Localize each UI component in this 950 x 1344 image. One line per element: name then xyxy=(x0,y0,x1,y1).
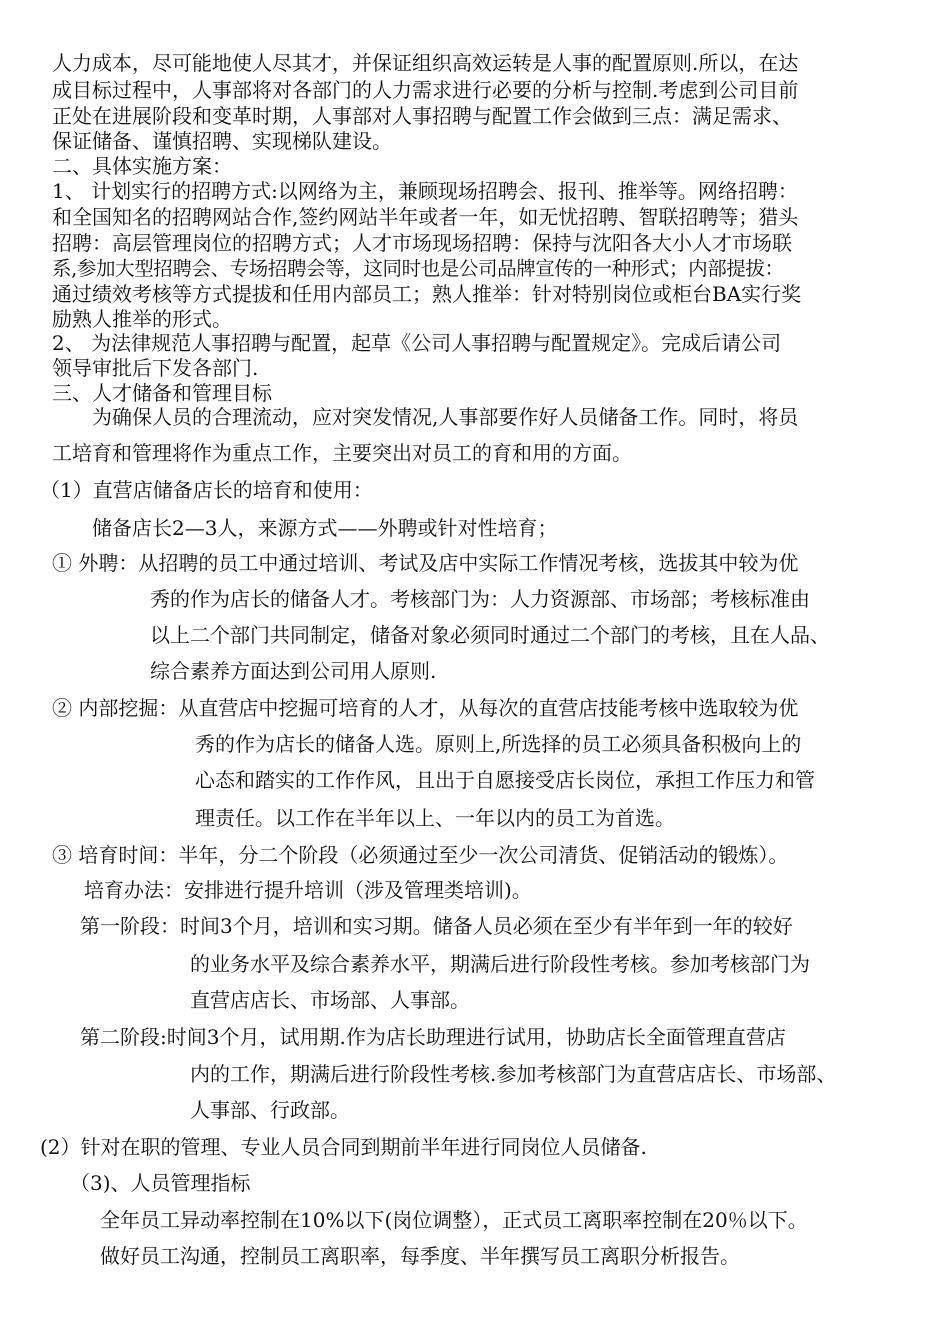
section-heading: 二、具体实施方案： xyxy=(52,154,232,178)
text-line: 成目标过程中，人事部将对各部门的人力需求进行必要的分析与控制.考虑到公司目前 xyxy=(52,78,799,102)
text-line: 秀的作为店长的储备人才。考核部门为：人力资源部、市场部；考核标准由 xyxy=(150,587,810,611)
text-line: 秀的作为店长的储备人选。原则上,所选择的员工必须具备积极向上的 xyxy=(195,732,802,756)
text-line: 第二阶段:时间3个月，试用期.作为店长助理进行试用，协助店长全面管理直营店 xyxy=(80,1025,786,1049)
text-line: 工培育和管理将作为重点工作，主要突出对员工的育和用的方面。 xyxy=(52,441,632,465)
list-item: ② 内部挖掘：从直营店中挖掘可培育的人才，从每次的直营店技能考核中选取较为优 xyxy=(52,696,799,720)
text-line: 励熟人推举的形式。 xyxy=(52,307,232,331)
text-line: 为确保人员的合理流动，应对突发情况,人事部要作好人员储备工作。同时，将员 xyxy=(92,405,799,429)
subsection-heading: （1）直营店储备店长的培育和使用： xyxy=(40,478,373,502)
text-line: 内的工作，期满后进行阶段性考核.参加考核部门为直营店店长、市场部、 xyxy=(190,1062,837,1086)
text-line: 做好员工沟通，控制员工离职率，每季度、半年撰写员工离职分析报告。 xyxy=(100,1244,740,1268)
text-line: 通过绩效考核等方式提拔和任用内部员工；熟人推举：针对特别岗位或柜台BA实行奖 xyxy=(52,282,802,306)
text-line: 人事部、行政部。 xyxy=(190,1098,350,1122)
text-line: 心态和踏实的工作作风，且出于自愿接受店长岗位，承担工作压力和管 xyxy=(195,768,815,792)
text-line: 2、 为法律规范人事招聘与配置，起草《公司人事招聘与配置规定》。完成后请公司 xyxy=(52,331,782,355)
text-line: 理责任。以工作在半年以上、一年以内的员工为首选。 xyxy=(195,806,675,830)
text-line: 人力成本，尽可能地使人尽其才，并保证组织高效运转是人事的配置原则.所以，在达 xyxy=(52,51,799,75)
list-item: ③ 培育时间：半年，分二个阶段（必须通过至少一次公司清货、促销活动的锻炼）。 xyxy=(52,843,789,867)
text-line: 储备店长2—3人，来源方式——外聘或针对性培育； xyxy=(92,516,558,540)
text-line: 直营店店长、市场部、人事部。 xyxy=(190,988,470,1012)
subsection-heading: (2）针对在职的管理、专业人员合同到期前半年进行同岗位人员储备. xyxy=(40,1135,647,1159)
text-line: 全年员工异动率控制在10%以下(岗位调整），正式员工离职率控制在20％以下。 xyxy=(100,1208,808,1232)
section-heading: 三、人才储备和管理目标 xyxy=(52,381,272,405)
text-line: 正处在进展阶段和变革时期，人事部对人事招聘与配置工作会做到三点：满足需求、 xyxy=(52,104,792,128)
text-line: 综合素养方面达到公司用人原则. xyxy=(150,659,437,683)
text-line: 保证储备、谨慎招聘、实现梯队建设。 xyxy=(52,129,392,153)
subsection-heading: （3)、人员管理指标 xyxy=(70,1171,251,1195)
text-line: 系,参加大型招聘会、专场招聘会等，这同时也是公司品牌宣传的一种形式；内部提拔： xyxy=(52,257,784,280)
text-line: 招聘：高层管理岗位的招聘方式；人才市场现场招聘：保持与沈阳各大小人才市场联 xyxy=(52,231,792,255)
text-line: 以上二个部门共同制定，储备对象必须同时通过二个部门的考核，且在人品、 xyxy=(150,623,830,647)
text-line: 第一阶段：时间3个月，培训和实习期。储备人员必须在至少有半年到一年的较好 xyxy=(80,914,793,938)
text-line: 领导审批后下发各部门. xyxy=(52,356,259,380)
text-line: 1、 计划实行的招聘方式:以网络为主，兼顾现场招聘会、报刊、推举等。网络招聘： xyxy=(52,179,798,203)
text-line: 的业务水平及综合素养水平，期满后进行阶段性考核。参加考核部门为 xyxy=(190,952,810,976)
text-line: 培育办法：安排进行提升培训（涉及管理类培训)。 xyxy=(84,878,532,902)
text-line: 和全国知名的招聘网站合作,签约网站半年或者一年，如无忧招聘、智联招聘等；猎头 xyxy=(52,205,799,229)
list-item: ① 外聘：从招聘的员工中通过培训、考试及店中实际工作情况考核，选拔其中较为优 xyxy=(52,551,799,575)
